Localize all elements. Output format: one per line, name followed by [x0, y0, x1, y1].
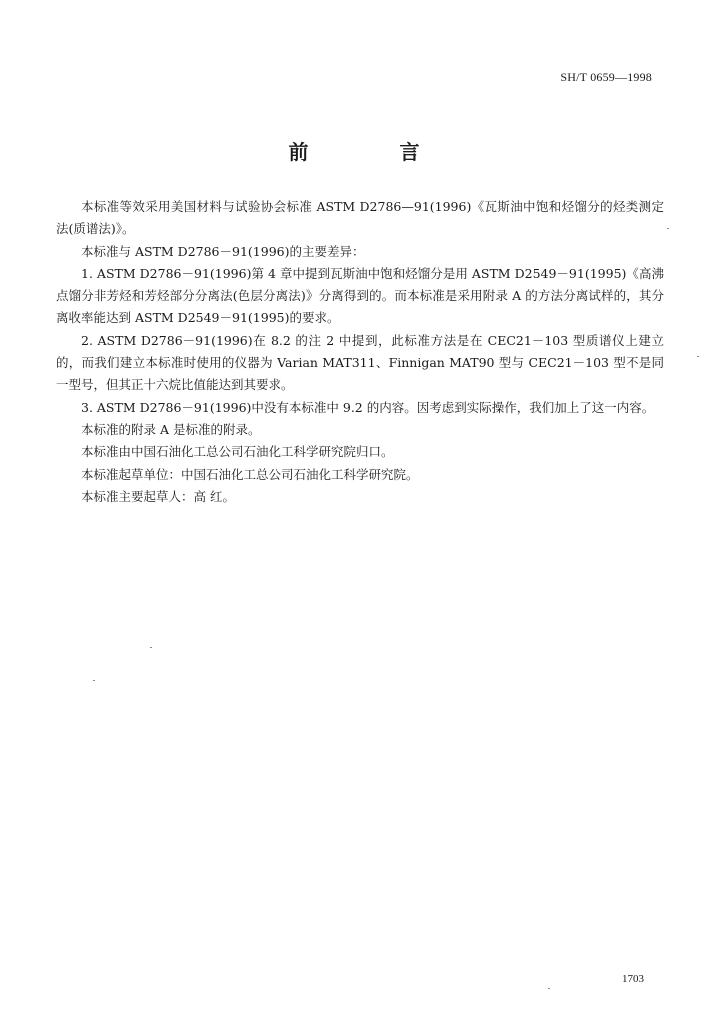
- paragraph-difference-3: 3. ASTM D2786－91(1996)中没有本标准中 9.2 的内容。因考虑到实际操作，我们加上了这一内容。: [81, 399, 655, 415]
- page-number: 1703: [622, 973, 644, 985]
- body-text: [56, 196, 664, 508]
- scan-speck: [667, 228, 669, 229]
- scan-speck: [548, 988, 550, 989]
- paragraph-difference-2: 2. ASTM D2786－91(1996)在 8.2 的注 2 中提到，此标准方法是在 CEC21－103 型质谱仪上建立的，而我们建立本标准时使用的仪器为 Varian MAT311、Finnigan MAT90 型与 CEC21－103 型不是同一型号，但其正十六烷比值能达到其要求。: [56, 332, 664, 393]
- paragraph-responsible-org: 本标准由中国石油化工总公司石油化工科学研究院归口。: [81, 444, 394, 460]
- paragraph-differences-heading: 本标准与 ASTM D2786－91(1996)的主要差异：: [81, 243, 365, 259]
- paragraph-appendix: 本标准的附录 A 是标准的附录。: [81, 421, 261, 437]
- scan-speck: [93, 680, 95, 681]
- paragraph-drafter: 本标准主要起草人：高 红。: [81, 488, 235, 504]
- page-title: 前 言: [288, 140, 462, 164]
- paragraph-intro: 本标准等效采用美国材料与试验协会标准 ASTM D2786—91(1996)《瓦斯油中饱和烃馏分的烃类测定法(质谱法)》。: [56, 199, 664, 237]
- paragraph-difference-1: 1. ASTM D2786－91(1996)第 4 章中提到瓦斯油中饱和烃馏分是用 ASTM D2549－91(1995)《高沸点馏分非芳烃和芳烃部分分离法(色层分离法)》分离得到的。而本标准是采用附录 A 的方法分离试样的，其分离收率能达到 ASTM D2549－91(1995)的要求。: [56, 265, 664, 326]
- paragraph-drafting-unit: 本标准起草单位：中国石油化工总公司石油化工科学研究院。: [81, 466, 419, 482]
- scan-speck: [150, 647, 152, 648]
- standard-code: SH/T 0659—1998: [560, 70, 652, 84]
- scan-speck: [697, 356, 699, 357]
